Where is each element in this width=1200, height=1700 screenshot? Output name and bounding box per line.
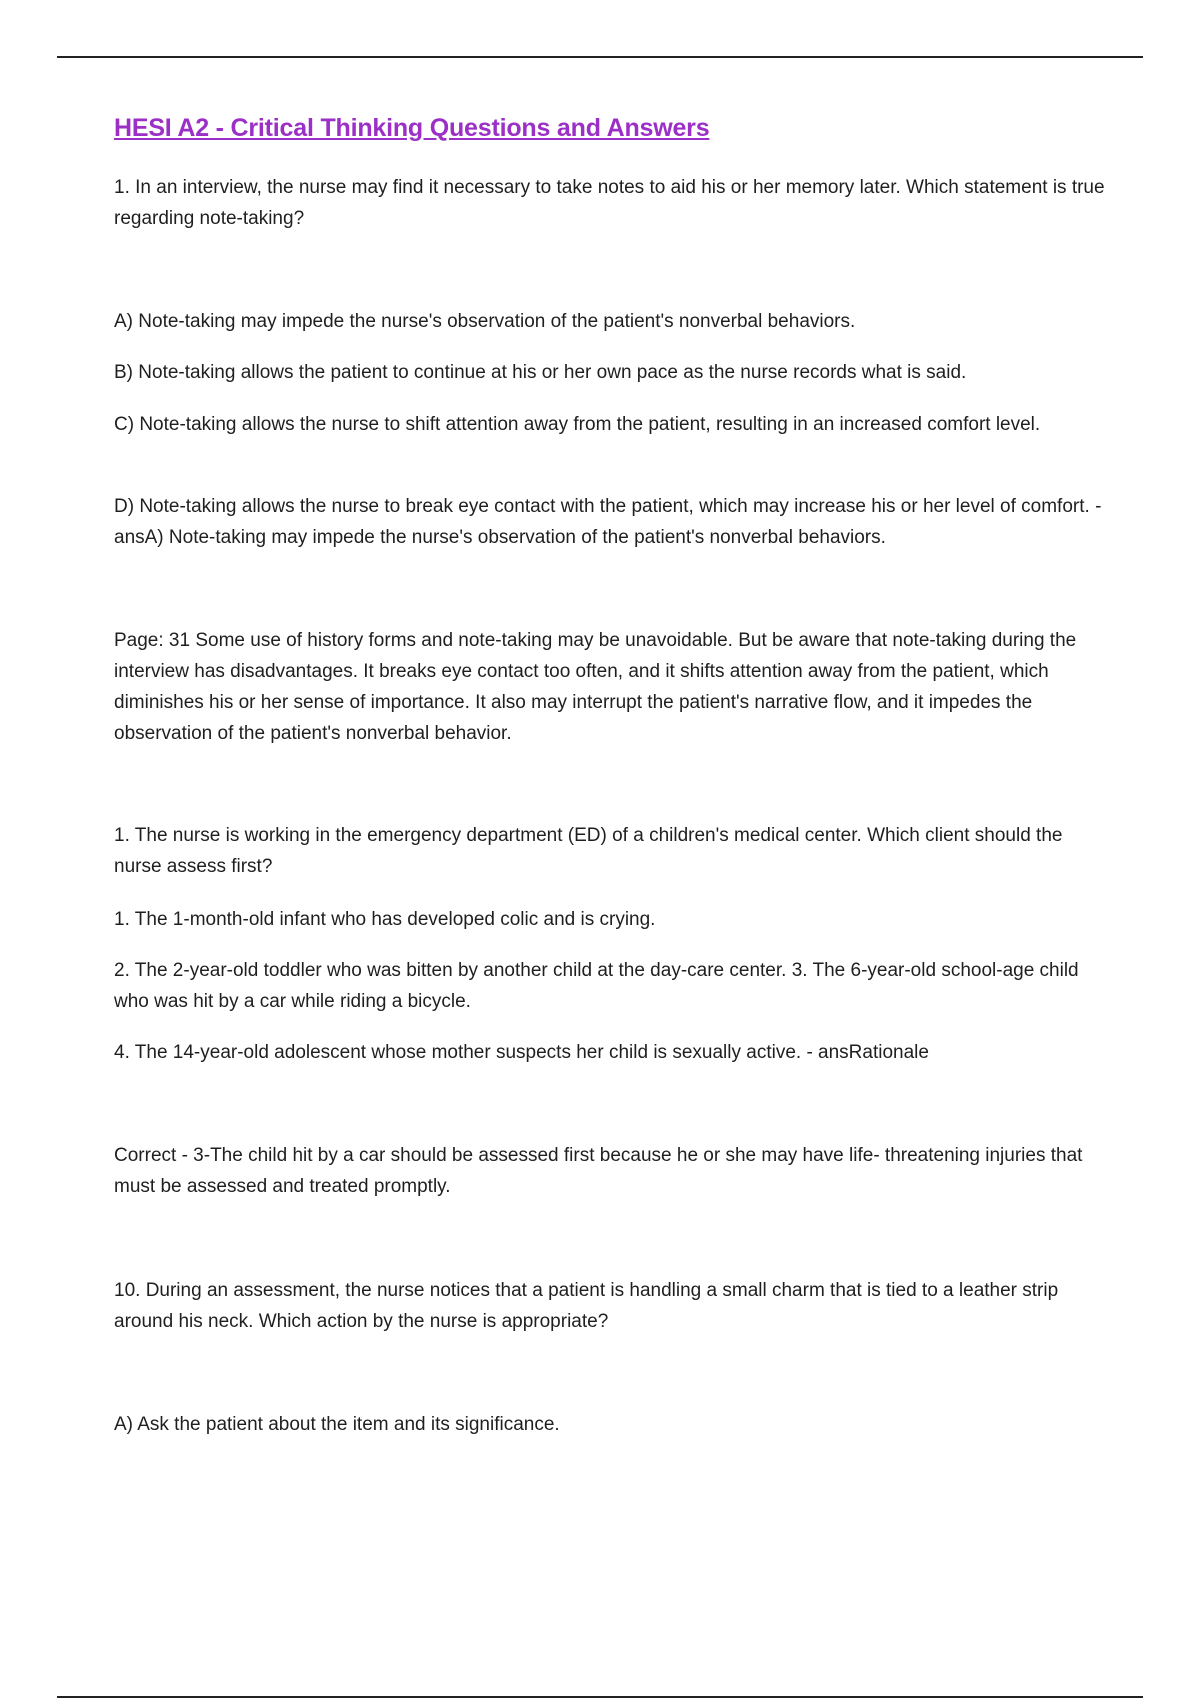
question-1-stem: 1. In an interview, the nurse may find it necessary to take notes to aid his or her memory later. Which statement is true regarding note-taking? — [114, 177, 1105, 229]
question-1-option-b: B) Note-taking allows the patient to continue at his or her own pace as the nurse records what is said. — [114, 362, 967, 383]
question-1-option-a: A) Note-taking may impede the nurse's observation of the patient's nonverbal behaviors. — [114, 311, 856, 332]
question-1-rationale: Page: 31 Some use of history forms and note-taking may be unavoidable. But be aware that note-taking during the interview has disadvantages. It breaks eye contact too often, and it shifts attention away from the patient, which diminishes his or her sense of importance. It also may interrupt the patient's narrative flow, and it impedes the observation of the patient's nonverbal behavior. — [114, 630, 1077, 744]
header-rule — [57, 56, 1143, 58]
question-2-stem: 1. The nurse is working in the emergency department (ED) of a children's medical center. Which client should the nurse assess first? — [114, 825, 1063, 877]
question-1-option-d-answer: D) Note-taking allows the nurse to break eye contact with the patient, which may increase his or her level of comfort. - ansA) Note-taking may impede the nurse's observation of the patient's nonverbal behaviors. — [114, 496, 1102, 548]
question-2-rationale: Correct - 3-The child hit by a car should be assessed first because he or she may have life- threatening injuries that must be assessed and treated promptly. — [114, 1145, 1083, 1197]
question-1-option-c: C) Note-taking allows the nurse to shift attention away from the patient, resulting in an increased comfort level. — [114, 414, 1041, 435]
question-2-options-2-3: 2. The 2-year-old toddler who was bitten by another child at the day-care center. 3. The 6-year-old school-age child who was hit by a car while riding a bicycle. — [114, 960, 1079, 1012]
footer-rule — [57, 1696, 1143, 1698]
question-2-option-1: 1. The 1-month-old infant who has developed colic and is crying. — [114, 909, 656, 930]
question-2-option-4-answer: 4. The 14-year-old adolescent whose mother suspects her child is sexually active. - ansRationale — [114, 1042, 929, 1063]
question-10-stem: 10. During an assessment, the nurse notices that a patient is handling a small charm that is tied to a leather strip around his neck. Which action by the nurse is appropriate? — [114, 1280, 1059, 1332]
document-title: HESI A2 - Critical Thinking Questions and Answers — [114, 114, 710, 142]
question-10-option-a: A) Ask the patient about the item and its significance. — [114, 1414, 560, 1435]
